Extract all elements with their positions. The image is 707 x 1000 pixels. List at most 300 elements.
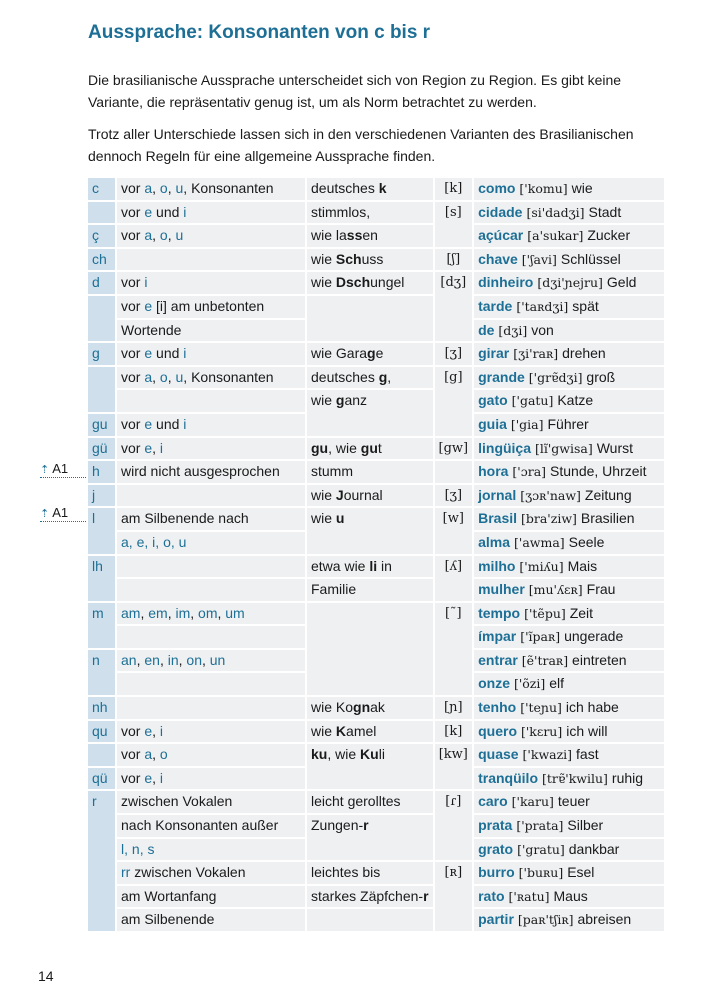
cell-text: gu	[360, 439, 378, 456]
rule-cell	[117, 579, 307, 603]
rule-cell	[117, 815, 307, 839]
example-cell	[474, 272, 664, 296]
page-title: Aussprache: Konsonanten von c bis r	[88, 22, 431, 43]
cell-text: ['kwazi]	[518, 747, 577, 763]
example-cell	[474, 390, 664, 414]
cell-text: und	[152, 415, 184, 432]
letter-cell: g	[88, 343, 117, 367]
rule-cell	[117, 626, 307, 650]
cell-text: ['gratu]	[513, 841, 569, 857]
cell-text: o	[159, 368, 168, 385]
margin-reference-a1[interactable]	[40, 505, 68, 520]
cell-text: ,	[152, 769, 160, 786]
cell-text: Dsch	[335, 274, 371, 291]
cell-text: vor	[121, 368, 145, 385]
cell-text: o	[159, 180, 168, 196]
letter-cell: gü	[88, 438, 117, 462]
cell-text: Frau	[586, 581, 616, 598]
cell-text: açúcar	[478, 227, 524, 244]
table-row	[88, 367, 664, 391]
margin-reference-a1[interactable]	[40, 461, 68, 476]
cell-text: r	[363, 817, 369, 834]
cell-text: tarde	[478, 297, 513, 314]
cell-text: e	[375, 345, 384, 362]
cell-text: tempo	[478, 604, 521, 621]
example-cell	[474, 673, 664, 697]
cell-text: vor	[121, 769, 145, 786]
cell-text: n	[131, 840, 140, 857]
rule-cell	[117, 249, 307, 273]
german-equivalent-cell	[307, 296, 435, 343]
cell-text: gn	[353, 699, 371, 716]
cell-text: Stadt	[588, 203, 622, 220]
cell-text: ['gatu]	[507, 393, 558, 409]
table-row	[88, 461, 664, 485]
cell-text: uss	[361, 250, 384, 267]
cell-text: nach Konsonanten außer	[121, 817, 279, 834]
cell-text: ournal	[343, 486, 383, 503]
cell-text: stumm	[311, 463, 353, 480]
cell-text: o	[159, 227, 168, 244]
cell-text: ungel	[370, 274, 405, 291]
cell-text: ['komu]	[515, 181, 572, 196]
cell-text: teuer	[557, 793, 590, 810]
table-row	[88, 556, 664, 580]
cell-text: elf	[549, 675, 565, 692]
cell-text: ,	[217, 604, 226, 621]
cell-text: alma	[478, 533, 511, 550]
cell-text: g	[335, 392, 345, 409]
intro-paragraph-2: Trotz aller Unterschiede lassen sich in den verschiedenen Varianten des Brasilianischen dennoch Regeln für eine allgemeine Aussprache finden.	[88, 126, 634, 164]
cell-text: dankbar	[568, 840, 620, 857]
cell-text: K	[335, 722, 347, 739]
page-number: 14	[38, 968, 54, 984]
cell-text: ,	[124, 840, 132, 857]
cell-text: ['karu]	[507, 794, 558, 810]
margin-reference-line	[40, 521, 86, 522]
cell-text: caro	[478, 793, 508, 810]
cell-text: ,	[128, 533, 137, 550]
ipa-cell: [gw]	[435, 438, 475, 462]
cell-text: a	[144, 227, 153, 244]
cell-text: k	[378, 180, 387, 196]
rule-cell	[117, 862, 307, 886]
cell-text: ku	[311, 746, 328, 763]
cell-text: am Silbenende nach	[121, 510, 249, 527]
cell-text: Mais	[567, 557, 598, 574]
cell-text: ak	[370, 699, 385, 716]
letter-cell: n	[88, 650, 117, 697]
cell-text: u	[178, 533, 187, 550]
table-row	[88, 485, 664, 509]
cell-text: ['tẽpu]	[520, 605, 570, 621]
cell-text: partir	[478, 911, 514, 928]
margin-reference-label: A1	[52, 461, 69, 476]
cell-text: ['miʎu]	[515, 558, 568, 574]
cell-text: e	[144, 345, 153, 362]
german-equivalent-cell	[307, 225, 435, 249]
cell-text: e	[144, 203, 153, 220]
cell-text: ['kɛru]	[517, 723, 567, 739]
cell-text: Ku	[360, 746, 379, 763]
table-row	[88, 886, 664, 910]
cell-text: o	[163, 533, 171, 550]
cell-text: wie	[311, 392, 336, 409]
rule-cell	[117, 532, 307, 556]
cell-text: ['ʃavi]	[517, 251, 561, 267]
cell-text: ,	[167, 368, 176, 385]
german-equivalent-cell	[307, 178, 435, 202]
cell-text: vor	[121, 274, 145, 291]
cell-text: ,	[152, 439, 160, 456]
cell-text: i	[144, 274, 148, 291]
letter-cell: nh	[88, 697, 117, 721]
cell-text: a	[121, 533, 129, 550]
cell-text: o	[159, 746, 168, 763]
rule-cell	[117, 320, 307, 344]
cell-text: [mu'ʎɛʀ]	[524, 582, 587, 598]
german-equivalent-cell	[307, 485, 435, 509]
cell-text: ['taʀdʒi]	[512, 298, 573, 314]
german-equivalent-cell	[307, 791, 435, 815]
cell-text: am	[121, 604, 141, 621]
cell-text: etwa wie	[311, 557, 370, 574]
cell-text: r	[423, 887, 429, 904]
cell-text: ruhig	[611, 769, 644, 786]
rule-cell	[117, 909, 307, 933]
cell-text: spät	[572, 297, 599, 314]
cell-text: Zeitung	[584, 486, 632, 503]
cell-text: vor	[121, 345, 145, 362]
german-equivalent-cell	[307, 744, 435, 791]
cell-text: vor	[121, 297, 145, 314]
cell-text: in	[167, 651, 179, 668]
cell-text: ,	[167, 604, 176, 621]
cell-text: dinheiro	[478, 274, 534, 291]
example-cell	[474, 862, 664, 886]
example-cell	[474, 508, 664, 532]
cell-text: ,	[201, 651, 210, 668]
cell-text: ,	[387, 368, 392, 385]
cell-text: milho	[478, 557, 516, 574]
example-cell	[474, 225, 664, 249]
german-equivalent-cell	[307, 202, 435, 226]
ipa-cell: [˜]	[435, 603, 475, 697]
cell-text: ich will	[566, 722, 608, 739]
cell-text: vor	[121, 439, 145, 456]
cell-text: li	[378, 746, 385, 763]
ipa-cell: [ʒ]	[435, 485, 475, 509]
cell-text: l	[121, 840, 125, 857]
rule-cell	[117, 791, 307, 815]
example-cell	[474, 485, 664, 509]
cell-text: [dʒi'ɲejru]	[533, 275, 607, 291]
rule-cell	[117, 461, 307, 485]
cell-text: Katze	[557, 392, 594, 409]
table-row	[88, 272, 664, 296]
cell-text: [trɐ̃'kwilu]	[538, 770, 612, 786]
cell-text: wie	[311, 486, 336, 503]
cell-text: ['buʀu]	[514, 865, 568, 881]
cell-text: Sch	[335, 250, 362, 267]
cell-text: ímpar	[478, 628, 517, 645]
cell-text: onze	[478, 675, 510, 692]
cell-text: am Silbenende	[121, 911, 215, 928]
cell-text: Brasilien	[580, 510, 635, 527]
table-row	[88, 603, 664, 627]
cell-text: en	[362, 227, 378, 244]
cell-text: starkes Zäpfchen-	[311, 887, 424, 904]
cell-text: wie Ko	[311, 699, 354, 716]
cell-text: ,	[170, 533, 179, 550]
cell-text: ,	[152, 368, 160, 385]
cell-text: Geld	[606, 274, 637, 291]
cell-text: u	[175, 180, 184, 196]
letter-cell: r	[88, 791, 117, 933]
cell-text: hora	[478, 463, 509, 480]
cell-text: ['prata]	[512, 818, 568, 834]
cell-text: i	[159, 722, 164, 739]
example-cell	[474, 768, 664, 792]
cell-text: [ẽ'traʀ]	[517, 652, 573, 668]
letter-cell: qu	[88, 721, 117, 745]
german-equivalent-cell	[307, 438, 435, 462]
cell-text: wie	[311, 510, 336, 527]
rule-cell	[117, 414, 307, 438]
letter-cell: d	[88, 272, 117, 296]
cell-text: deutsches	[311, 180, 379, 196]
cell-text: tranqüilo	[478, 769, 538, 786]
cell-text: ['grɐ̃dʒi]	[524, 369, 587, 385]
letter-cell: ç	[88, 225, 117, 249]
cell-text: , wie	[327, 746, 361, 763]
example-cell	[474, 178, 664, 202]
cell-text: [a'sukar]	[523, 228, 588, 244]
rule-cell	[117, 178, 307, 202]
cell-text: grande	[478, 368, 525, 385]
table-row	[88, 249, 664, 273]
cell-text: girar	[478, 345, 510, 362]
cell-text: wird nicht ausgesprochen	[121, 463, 280, 480]
cell-text: li	[369, 557, 378, 574]
cell-text: ['gia]	[506, 416, 548, 432]
table-row	[88, 909, 664, 933]
rule-cell	[117, 839, 307, 863]
cell-text: ['ĩpaʀ]	[516, 629, 565, 645]
cell-text: i	[183, 345, 187, 362]
cell-text: wie Gara	[311, 345, 368, 362]
example-cell	[474, 697, 664, 721]
cell-text: ,	[152, 746, 160, 763]
cell-text: Wurst	[596, 439, 634, 456]
cell-text: de	[478, 321, 495, 338]
letter-cell	[88, 202, 117, 226]
cell-text: ich habe	[565, 699, 619, 716]
ipa-cell: [ɲ]	[435, 697, 475, 721]
cell-text: von	[531, 321, 554, 338]
cell-text: , Konsonanten	[183, 368, 274, 385]
cell-text: grato	[478, 840, 514, 857]
cell-text: ,	[178, 651, 187, 668]
german-equivalent-cell	[307, 556, 435, 580]
german-equivalent-cell	[307, 862, 435, 886]
cell-text: guia	[478, 415, 507, 432]
example-cell	[474, 721, 664, 745]
example-cell	[474, 815, 664, 839]
cell-text: Esel	[567, 864, 595, 881]
german-equivalent-cell	[307, 886, 435, 910]
german-equivalent-cell	[307, 508, 435, 555]
cell-text: [ʒɔʀ'naw]	[516, 487, 585, 503]
german-equivalent-cell	[307, 815, 435, 862]
cell-text: lingüiça	[478, 439, 532, 456]
cell-text: om	[198, 604, 218, 621]
rule-cell	[117, 886, 307, 910]
german-equivalent-cell	[307, 390, 435, 437]
ipa-cell: [w]	[435, 508, 475, 555]
consonant-table	[88, 178, 664, 933]
german-equivalent-cell	[307, 697, 435, 721]
cell-text: , Konsonanten	[183, 180, 274, 196]
cell-text: ['ɔra]	[508, 464, 551, 480]
table-row	[88, 579, 664, 603]
cell-text: [bra'ziw]	[517, 511, 581, 527]
cell-text: ,	[167, 227, 176, 244]
example-cell	[474, 532, 664, 556]
cell-text: wie	[311, 274, 336, 291]
table-row	[88, 178, 664, 202]
cell-text: i	[183, 203, 187, 220]
arrow-up-icon: ⇡	[40, 464, 50, 476]
cell-text: tenho	[478, 699, 517, 716]
cell-text: ['ʀatu]	[504, 888, 554, 904]
cell-text: Wortende	[121, 321, 182, 338]
rule-cell	[117, 697, 307, 721]
cell-text: und	[152, 345, 184, 362]
cell-text: quase	[478, 746, 519, 763]
cell-text: i	[159, 769, 164, 786]
rule-cell	[117, 202, 307, 226]
rule-cell	[117, 744, 307, 768]
cell-text: on	[186, 651, 202, 668]
margin-reference-line	[40, 477, 86, 478]
example-cell	[474, 579, 664, 603]
cell-text: i	[183, 415, 187, 432]
cell-text: Maus	[553, 887, 588, 904]
ipa-cell: [k]	[435, 178, 475, 202]
cell-text: u	[175, 368, 184, 385]
ipa-cell: [ʒ]	[435, 343, 475, 367]
example-cell	[474, 367, 664, 391]
cell-text: rr	[121, 864, 131, 881]
german-equivalent-cell	[307, 343, 435, 367]
ipa-cell: [ʎ]	[435, 556, 475, 603]
cell-text: ,	[136, 651, 145, 668]
cell-text: [ʒi'raʀ]	[509, 346, 563, 362]
cell-text: u	[175, 227, 184, 244]
cell-text: vor	[121, 203, 145, 220]
cell-text: Zucker	[587, 227, 631, 244]
cell-text: Zeit	[569, 604, 594, 621]
example-cell	[474, 791, 664, 815]
example-cell	[474, 343, 664, 367]
cell-text: Führer	[547, 415, 589, 432]
cell-text: e	[144, 297, 153, 314]
intro-paragraph-1: Die brasilianische Aussprache unterscheidet sich von Region zu Region. Es gibt keine Variante, die repräsentativ genug ist, um als Norm betrachtet zu werden.	[88, 72, 622, 110]
letter-cell	[88, 367, 117, 414]
cell-text: vor	[121, 227, 145, 244]
cell-text: anz	[344, 392, 368, 409]
cell-text: quero	[478, 722, 517, 739]
cell-text: wie	[571, 180, 593, 196]
cell-text: J	[335, 486, 344, 503]
cell-text: ,	[190, 604, 199, 621]
cell-text: Silber	[567, 817, 604, 834]
cell-text: i	[152, 533, 156, 550]
cell-text: mulher	[478, 581, 525, 598]
cell-text: ss	[346, 227, 363, 244]
example-cell	[474, 296, 664, 320]
german-equivalent-cell	[307, 721, 435, 745]
cell-text: in	[377, 557, 392, 574]
example-cell	[474, 414, 664, 438]
ipa-cell: [dʒ]	[435, 272, 475, 343]
cell-text: a	[144, 180, 153, 196]
rule-cell	[117, 390, 307, 414]
cell-text: ,	[140, 604, 149, 621]
letter-cell: j	[88, 485, 117, 509]
letter-cell	[88, 744, 117, 768]
cell-text: zwischen Vokalen	[121, 793, 233, 810]
cell-text: und	[152, 203, 184, 220]
cell-text: vor	[121, 722, 145, 739]
cell-text: ['õzi]	[510, 676, 550, 692]
german-equivalent-cell	[307, 603, 435, 697]
cell-text: [lĩ'gwisa]	[531, 440, 597, 456]
rule-cell	[117, 768, 307, 792]
example-cell	[474, 556, 664, 580]
ipa-cell: [k]	[435, 721, 475, 745]
cell-text: wie	[311, 722, 336, 739]
cell-text: gato	[478, 392, 508, 409]
letter-cell: l	[88, 508, 117, 555]
cell-text: como	[478, 180, 516, 196]
german-equivalent-cell	[307, 909, 435, 933]
table-row	[88, 296, 664, 320]
cell-text: ,	[152, 722, 160, 739]
example-cell	[474, 839, 664, 863]
cell-text: e	[144, 769, 153, 786]
cell-text: eintreten	[572, 651, 627, 668]
cell-text: vor	[121, 746, 145, 763]
cell-text: stimmlos,	[311, 203, 371, 220]
cell-text: chave	[478, 250, 518, 267]
cell-text: wie la	[311, 227, 347, 244]
table-row	[88, 815, 664, 839]
example-cell	[474, 603, 664, 627]
cell-text: cidade	[478, 203, 523, 220]
cell-text: u	[335, 510, 345, 527]
letter-cell: m	[88, 603, 117, 650]
cell-text: groß	[586, 368, 616, 385]
cell-text: e	[144, 439, 153, 456]
cell-text: burro	[478, 864, 515, 881]
german-equivalent-cell	[307, 461, 435, 485]
cell-text: vor	[121, 415, 145, 432]
example-cell	[474, 461, 664, 485]
table-row	[88, 744, 664, 768]
cell-text: Seele	[568, 533, 605, 550]
